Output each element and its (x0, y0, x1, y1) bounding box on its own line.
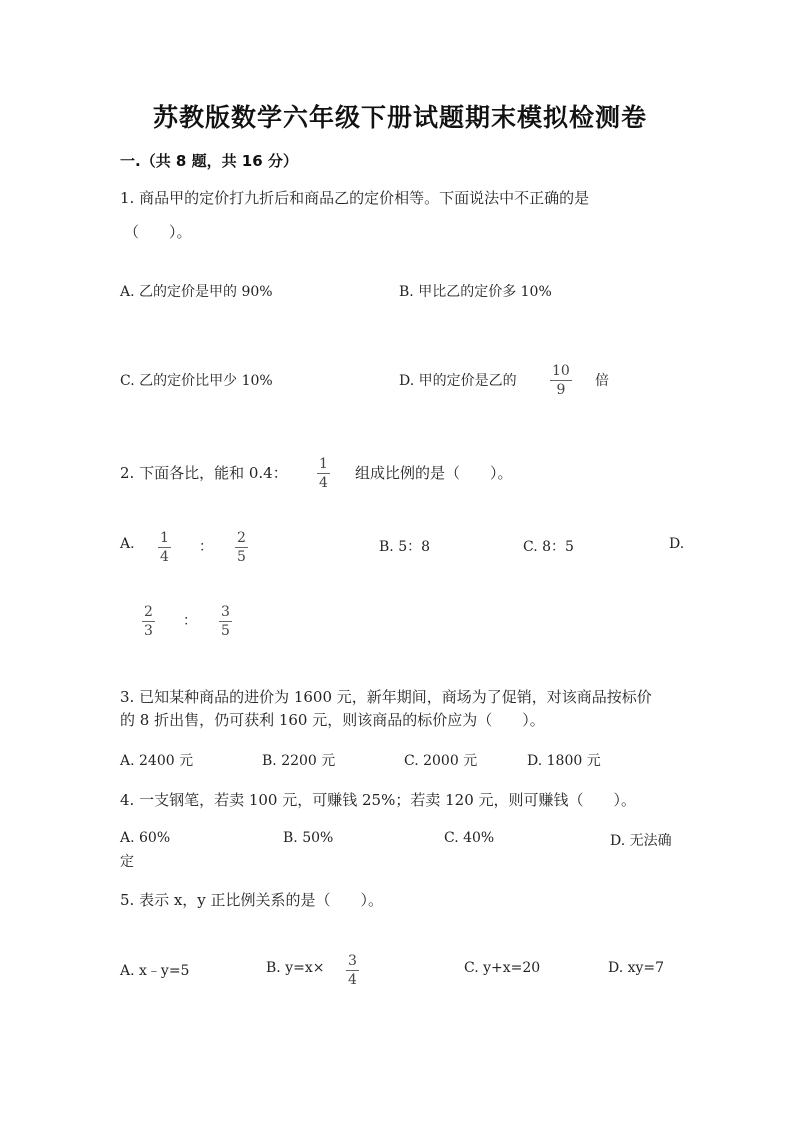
question-1-option-d-suffix: 倍 (595, 373, 609, 389)
question-5-option-c: C. y+x=20 (464, 960, 541, 976)
question-2-option-c: C. 8：5 (523, 539, 574, 555)
question-2-option-a-colon: ： (199, 539, 213, 555)
question-2-option-d-fraction-2 (219, 604, 232, 639)
question-2-fraction (317, 456, 330, 491)
question-2-option-d-fraction-1 (142, 604, 155, 639)
fraction-bar (235, 547, 248, 548)
fraction-bar (219, 621, 232, 622)
question-4-text: 4. 一支钢笔，若卖 100 元，可赚钱 25%；若卖 120 元，则可赚钱（ ）。 (120, 791, 637, 809)
question-5-text: 5. 表示 x，y 正比例关系的是（ ）。 (120, 891, 384, 909)
question-4-option-a: A. 60% (120, 830, 171, 846)
fraction-denominator: 9 (556, 382, 566, 398)
question-1-text-line2: （ ）。 (124, 223, 192, 241)
fraction-numerator: 3 (348, 953, 357, 969)
question-1-option-a: A. 乙的定价是甲的 90% (120, 284, 273, 300)
question-2-option-d-colon: ： (183, 613, 197, 629)
question-1-option-b: B. 甲比乙的定价多 10% (399, 284, 552, 300)
fraction-numerator: 2 (237, 530, 246, 546)
fraction-denominator: 4 (319, 475, 328, 491)
fraction-numerator: 2 (144, 604, 153, 620)
question-1-option-d: D. 甲的定价是乙的 (399, 373, 517, 389)
fraction-numerator: 1 (319, 456, 328, 472)
fraction-bar (550, 380, 572, 381)
question-3-option-b: B. 2200 元 (262, 753, 336, 769)
question-3-option-a: A. 2400 元 (120, 753, 194, 769)
question-2-option-a-label: A. (120, 536, 135, 552)
question-4-option-b: B. 50% (283, 830, 334, 846)
question-1-option-d-fraction (550, 363, 572, 398)
fraction-numerator: 3 (221, 604, 230, 620)
fraction-denominator: 3 (144, 623, 153, 639)
fraction-numerator: 10 (552, 363, 570, 379)
question-5-option-d: D. xy=7 (608, 960, 665, 976)
fraction-denominator: 5 (237, 549, 246, 565)
question-2-option-a-fraction-2 (235, 530, 248, 565)
question-5-option-b: B. y=x× (266, 960, 325, 976)
question-4-option-d: D. 无法确 (610, 833, 672, 849)
question-4-option-d-wrap: 定 (120, 854, 134, 870)
question-3-option-d: D. 1800 元 (527, 753, 601, 769)
question-3-text-line1: 3. 已知某种商品的进价为 1600 元，新年期间，商场为了促销，对该商品按标价 (120, 688, 652, 706)
fraction-denominator: 5 (221, 623, 230, 639)
question-2-option-a-fraction-1 (158, 530, 171, 565)
question-4-option-c: C. 40% (444, 830, 495, 846)
question-2-option-d-label: D. (669, 536, 685, 552)
fraction-numerator: 1 (160, 530, 169, 546)
section-heading: 一.（共 8 题，共 16 分） (120, 152, 298, 170)
question-2-text-suffix: 组成比例的是（ ）。 (355, 464, 513, 482)
fraction-denominator: 4 (348, 972, 357, 988)
question-2-text-prefix: 2. 下面各比，能和 0.4： (120, 464, 288, 482)
question-5-option-a: A. x﹣y=5 (120, 963, 190, 979)
fraction-bar (142, 621, 155, 622)
question-5-option-b-fraction (346, 953, 359, 988)
question-3-text-line2: 的 8 折出售，仍可获利 160 元，则该商品的标价应为（ ）。 (120, 711, 545, 729)
fraction-denominator: 4 (160, 549, 169, 565)
question-2-option-b: B. 5：8 (379, 539, 431, 555)
question-1-option-c: C. 乙的定价比甲少 10% (120, 373, 273, 389)
question-3-option-c: C. 2000 元 (404, 753, 478, 769)
fraction-bar (346, 970, 359, 971)
question-1-text-line1: 1. 商品甲的定价打九折后和商品乙的定价相等。下面说法中不正确的是 (120, 189, 590, 207)
fraction-bar (158, 547, 171, 548)
page-title: 苏教版数学六年级下册试题期末模拟检测卷 (152, 103, 647, 132)
fraction-bar (317, 473, 330, 474)
